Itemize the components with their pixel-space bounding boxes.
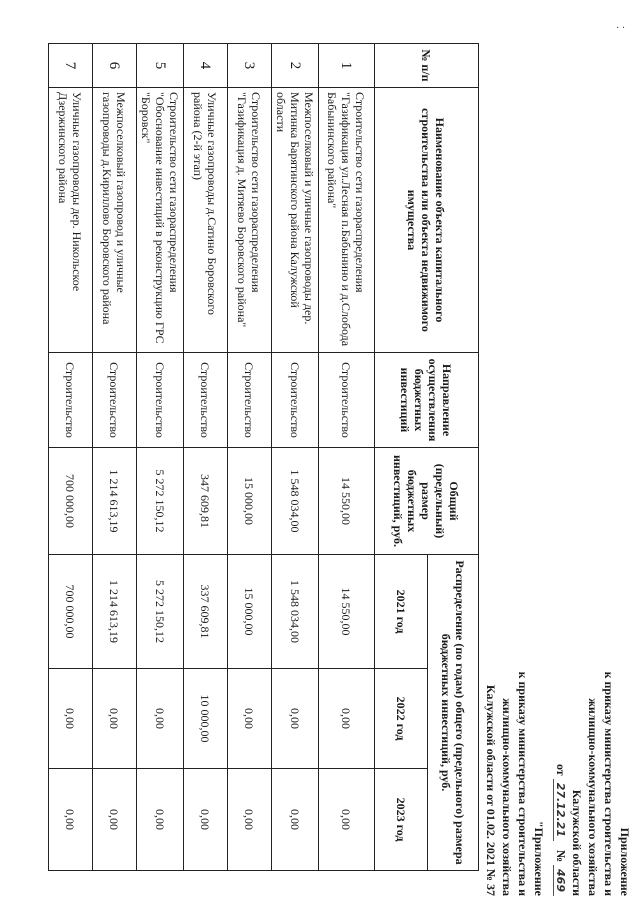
table-row [49,44,93,871]
cell-2022: 0,00 [228,669,272,769]
header-2023: 2023 год [375,769,428,871]
cell-direction: Строительство [184,353,228,448]
cell-num: 4 [184,44,228,88]
appendix-line-2: жилищно-коммунального хозяйства [500,698,514,896]
cell-2023: 0,00 [49,769,93,871]
cell-total: 700 000,00 [49,448,93,555]
cell-total: 5 272 150,12 [137,448,184,555]
cell-object-name: Межпоселковый и уличные газопроводы дер. Митинка Барятинского района Калужской области [272,88,319,353]
cell-direction: Строительство [228,353,272,448]
order-header [552,636,633,896]
order-line-2: жилищно-коммунального хозяйства [586,698,600,896]
cell-num: 1 [319,44,375,88]
appendix-header [483,636,547,896]
header-2021: 2021 год [375,555,428,669]
cell-2023: 0,00 [137,769,184,871]
cell-2022: 0,00 [93,669,137,769]
header-2022: 2022 год [375,669,428,769]
cell-num: 6 [93,44,137,88]
cell-2021: 700 000,00 [49,555,93,669]
cell-2022: 0,00 [272,669,319,769]
cell-2022: 0,00 [319,669,375,769]
table-row [93,44,137,871]
cell-2023: 0,00 [93,769,137,871]
date-prefix: от [554,763,568,776]
cell-object-name: Строительство сети газораспределения "Газификация д. Митяево Боровского района" [228,88,272,353]
cell-total: 347 609,81 [184,448,228,555]
order-date-handwritten: 27.12.21 [553,779,567,841]
cell-2021: 337 609,81 [184,555,228,669]
cell-2021: 1 214 613,19 [93,555,137,669]
cell-object-name: Уличные газопроводы д.Сатино Боровского района (2-й этап) [184,88,228,353]
cell-2022: 10 000,00 [184,669,228,769]
table-header-row [428,44,479,871]
cell-direction: Строительство [137,353,184,448]
cell-object-name: Строительство сети газораспределения "Газификация ул.Лесная п.Бабынино и д.Слобода Бабынинского района" [319,88,375,353]
cell-num: 3 [228,44,272,88]
header-total: Общий (предельный) размер бюджетных инвестиций, руб. [375,448,479,555]
cell-2022: 0,00 [137,669,184,769]
cell-num: 7 [49,44,93,88]
header-name: Наименование объекта капитального строительства или объекта недвижимого имущества [375,88,479,353]
cell-2022: 0,00 [49,669,93,769]
order-date-line [552,636,569,896]
order-line-3: Калужской области [570,789,584,896]
appendix-line-3: Калужской области от 01.02. 2021 № 37 [484,684,498,896]
number-prefix: № [554,849,568,863]
cell-2023: 0,00 [228,769,272,871]
cell-object-name: Уличные газопроводы дер. Никольское Дзержинского района [49,88,93,353]
cell-total: 15 000,00 [228,448,272,555]
header-num: № п/п [375,44,479,88]
cell-direction: Строительство [319,353,375,448]
cell-total: 1 214 613,19 [93,448,137,555]
table-row [319,44,375,871]
investment-table [48,43,479,871]
cell-total: 14 550,00 [319,448,375,555]
cell-2021: 1 548 034,00 [272,555,319,669]
cell-object-name: Строительство сети газораспределения "Обоснование инвестиций в реконструкцию ГРС "Боровск" [137,88,184,353]
cell-direction: Строительство [49,353,93,448]
table-row [184,44,228,871]
cell-2021: 14 550,00 [319,555,375,669]
cell-num: 2 [272,44,319,88]
cell-direction: Строительство [93,353,137,448]
cell-2023: 0,00 [272,769,319,871]
table-row [272,44,319,871]
cell-2021: 5 272 150,12 [137,555,184,669]
header-direction: Направление осуществления бюджетных инвестиций [375,353,479,448]
cell-direction: Строительство [272,353,319,448]
appendix-line-1: к приказу министерства строительства и [516,671,530,896]
table-row [228,44,272,871]
cell-num: 5 [137,44,184,88]
cell-2021: 15 000,00 [228,555,272,669]
cell-2023: 0,00 [184,769,228,871]
order-line-1: к приказу министерства строительства и [602,671,616,896]
scan-artifact: · · [616,23,626,34]
cell-object-name: Межпоселковый газопровод и уличные газопроводы д.Кириллово Боровского района [93,88,137,353]
header-distribution: Распределение (по годам) общего (предельного) размера бюджетных инвестиций, руб. [428,555,479,871]
appendix-title: "Приложение [532,820,546,896]
order-title: Приложение [618,827,632,896]
cell-total: 1 548 034,00 [272,448,319,555]
table-row [137,44,184,871]
cell-2023: 0,00 [319,769,375,871]
order-number-handwritten: 469 [553,865,567,896]
